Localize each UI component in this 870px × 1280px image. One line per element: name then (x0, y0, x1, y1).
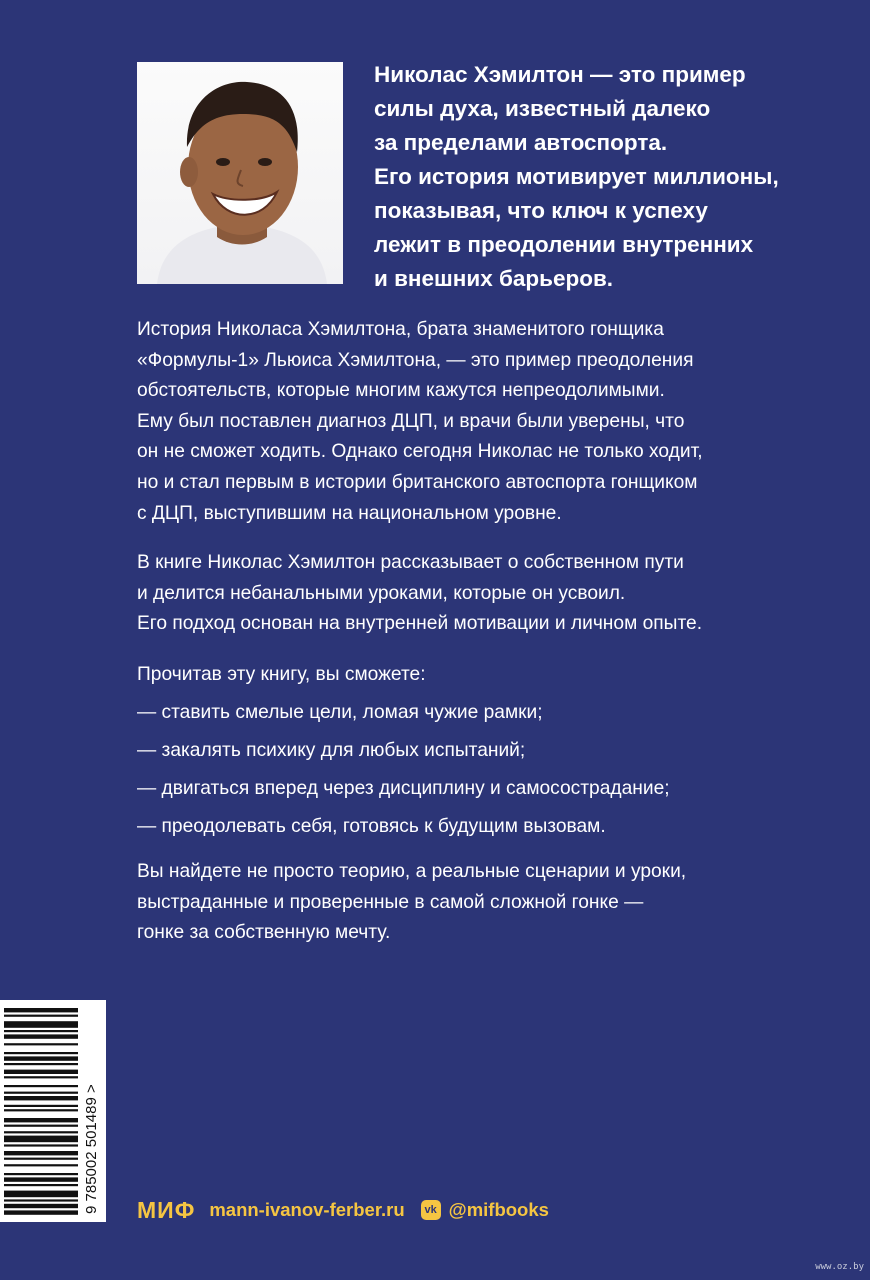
paragraph-book-summary (137, 548, 837, 640)
paragraph-line: выстраданные и проверенные в самой сложной гонке — (137, 891, 644, 913)
barcode-bar (4, 1063, 78, 1065)
barcode-bar (4, 1204, 78, 1208)
paragraph-line: и делится небанальными уроками, которые он усвоил. (137, 582, 626, 604)
paragraph-line: он не сможет ходить. Однако сегодня Николас не только ходит, (137, 441, 703, 463)
barcode-bar (4, 1144, 78, 1146)
quote-line: за пределами автоспорта. (374, 130, 668, 155)
paragraph-line: Ему был поставлен диагноз ДЦП, и врачи были уверены, что (137, 410, 685, 432)
publisher-footer (137, 1193, 549, 1227)
barcode-bar (4, 1177, 78, 1181)
paragraph-line: «Формулы-1» Льюиса Хэмилтона, — это пример преодоления (137, 349, 694, 371)
barcode-bar (4, 1125, 78, 1127)
quote-line: Его история мотивирует миллионы, (374, 164, 779, 189)
paragraph-line: обстоятельств, которые многим кажутся непреодолимыми. (137, 380, 665, 402)
vk-icon[interactable]: vk (421, 1200, 441, 1220)
quote-line: лежит в преодолении внутренних (374, 232, 754, 257)
highlight-quote (374, 58, 844, 296)
paragraph-line: гонке за собственную мечту. (137, 922, 391, 944)
barcode-bar (4, 1173, 78, 1175)
watermark: www.oz.by (815, 1262, 864, 1272)
barcode-bar (4, 1136, 78, 1143)
benefits-list (137, 660, 837, 850)
barcode-number: 9 785002 501489 > (83, 1084, 100, 1214)
barcode-bar (4, 1096, 78, 1100)
barcode-bar (4, 1092, 78, 1094)
quote-line: силы духа, известный далеко (374, 96, 711, 121)
barcode-bar (4, 1164, 78, 1166)
paragraph-line: Вы найдете не просто теорию, а реальные сценарии и уроки, (137, 861, 687, 882)
barcode-bar (4, 1034, 78, 1038)
list-item: — двигаться вперед через дисциплину и самосострадание; (137, 778, 670, 799)
paragraph-line: но и стал первым в истории британского автоспорта гонщиком (137, 471, 698, 493)
barcode-bar (4, 1118, 78, 1122)
barcode-bar (4, 1109, 78, 1111)
barcode-bar (4, 1151, 78, 1155)
barcode-bar (4, 1056, 78, 1060)
barcode-bar (4, 1030, 78, 1032)
list-item: — преодолевать себя, готовясь к будущим вызовам. (137, 816, 606, 837)
quote-line: показывая, что ключ к успеху (374, 198, 708, 223)
barcode-bar (4, 1199, 78, 1201)
barcode-bar (4, 1158, 78, 1160)
list-item: — ставить смелые цели, ломая чужие рамки; (137, 702, 543, 723)
quote-line: и внешних барьеров. (374, 266, 614, 291)
quote-line: Николас Хэмилтон — это пример (374, 62, 746, 87)
barcode-bar (4, 1085, 78, 1087)
list-intro: Прочитав эту книгу, вы сможете: (137, 664, 426, 685)
barcode-bar (4, 1131, 78, 1133)
paragraph-line: Его подход основан на внутренней мотивации и личном опыте. (137, 613, 703, 635)
publisher-logo: МИФ (137, 1196, 196, 1223)
website-link[interactable]: mann-ivanov-ferber.ru (209, 1199, 405, 1220)
paragraph-closing (137, 857, 837, 949)
author-portrait-illustration (137, 62, 343, 284)
list-item: — закалять психику для любых испытаний; (137, 740, 526, 761)
barcode-bar (4, 1191, 78, 1198)
isbn-barcode (0, 1000, 106, 1222)
paragraph-line: В книге Николас Хэмилтон рассказывает о собственном пути (137, 552, 684, 573)
barcode-bar (4, 1043, 78, 1045)
barcode-bar (4, 1076, 78, 1078)
barcode-bar (4, 1052, 78, 1054)
barcode-bar (4, 1105, 78, 1107)
paragraph-line: с ДЦП, выступившим на национальном уровне. (137, 502, 562, 524)
paragraph-biography (137, 315, 837, 529)
social-handle-link[interactable]: @mifbooks (448, 1199, 549, 1220)
barcode-bar (4, 1008, 78, 1012)
barcode-bar (4, 1021, 78, 1028)
barcode-bar (4, 1184, 78, 1186)
barcode-bar (4, 1015, 78, 1017)
barcode-bar (4, 1070, 78, 1074)
paragraph-line: История Николаса Хэмилтона, брата знаменитого гонщика (137, 319, 664, 340)
author-photo (137, 62, 343, 284)
barcode-bar (4, 1210, 78, 1214)
